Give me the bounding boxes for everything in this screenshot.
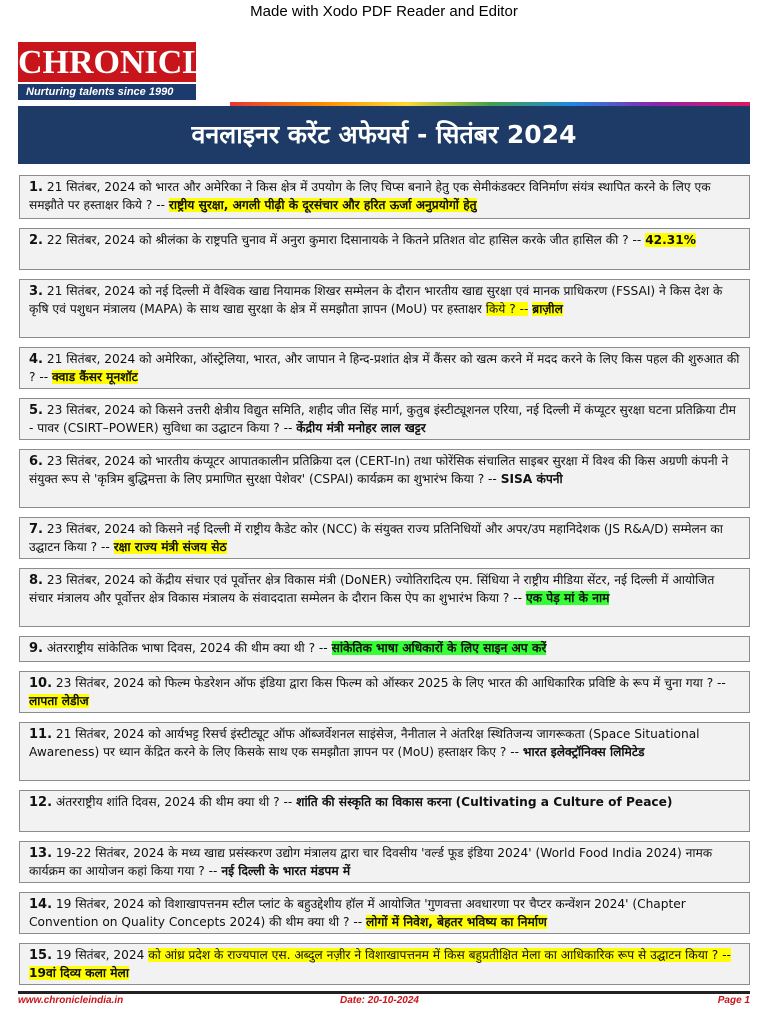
question-number: 6.	[29, 454, 43, 469]
question-item	[19, 636, 750, 662]
question-text: 22 सितंबर, 2024 को श्रीलंका के राष्ट्रपति चुनाव में अनुरा कुमारा दिसानायके ने कितने प्रतिशत वोट हासिल करके जीत हासिल की ? --	[46, 233, 642, 247]
question-item	[19, 228, 750, 270]
question-number: 1.	[29, 180, 43, 195]
question-item	[19, 517, 750, 559]
question-item	[19, 398, 750, 440]
question-text: अंतरराष्ट्रीय सांकेतिक भाषा दिवस, 2024 की थीम क्या थी ? --	[46, 641, 328, 655]
question-text: 21 सितंबर, 2024 को अमेरिका, ऑस्ट्रेलिया, भारत, और जापान ने हिन्द-प्रशांत क्षेत्र में कैंसर को खत्म करने में मदद करने के लिए किस पहल की शुरुआत की ? --	[29, 352, 740, 384]
answer-text: नई दिल्ली के भारत मंडपम में	[221, 863, 351, 878]
question-text: 23 सितंबर, 2024 को फिल्म फेडरेशन ऑफ इंडिया द्वारा किस फिल्म को ऑस्कर 2025 के लिए भारत की आधिकारिक प्रविष्टि के रूप में चुना गया ? --	[55, 676, 726, 690]
question-item	[19, 892, 750, 934]
page-title: वनलाइनर करेंट अफेयर्स - सितंबर 2024	[18, 106, 750, 164]
question-item	[19, 790, 750, 832]
answer-text: भारत इलेक्ट्रॉनिक्स लिमिटेड	[522, 744, 645, 759]
answer-highlight: ब्राज़ील	[532, 301, 563, 316]
question-number: 13.	[29, 846, 53, 861]
question-text: 21 सितंबर, 2024 को भारत और अमेरिका ने किस क्षेत्र में उपयोग के लिए चिप्स बनाने हेतु एक सेमीकंडक्टर विनिर्माण संयंत्र स्थापित करने के लिए एक समझौते पर हस्ताक्षर किये ? --	[29, 180, 711, 212]
answer-highlight: 19वां दिव्य कला मेला	[29, 965, 129, 980]
question-number: 2.	[29, 233, 43, 248]
answer-highlight: एक पेड़ मां के नाम	[525, 590, 610, 605]
footer-divider	[18, 991, 750, 994]
question-item	[19, 175, 750, 219]
page-footer	[18, 995, 750, 1009]
answer-prefix-highlight: को आंध्र प्रदेश के राज्यपाल एस. अब्दुल नज़ीर ने विशाखापत्तनम में किस बहुप्रतीक्षित मेला का आधिकारिक रूप से उद्घाटन किया ? --	[148, 948, 731, 962]
question-number: 9.	[29, 641, 43, 656]
question-text: 19-22 सितंबर, 2024 के मध्य खाद्य प्रसंस्करण उद्योग मंत्रालय द्वारा चार दिवसीय 'वर्ल्ड फूड इंडिया 2024' (World Food India 2024) नामक कार्यक्रम का आयोजन कहां किया गया ? --	[29, 846, 713, 878]
answer-text: SISA कंपनी	[500, 471, 563, 486]
answer-highlight: 42.31%	[645, 233, 696, 247]
question-number: 5.	[29, 403, 43, 418]
question-item	[19, 943, 750, 985]
question-text: 19 सितंबर, 2024	[55, 948, 145, 962]
question-list	[19, 175, 750, 994]
answer-highlight: सांकेतिक भाषा अधिकारों के लिए साइन अप करें	[331, 641, 547, 655]
question-number: 10.	[29, 676, 53, 691]
answer-text: शांति की संस्कृति का विकास करना (Cultivating a Culture of Peace)	[296, 795, 673, 809]
chronicle-logo	[18, 42, 228, 100]
xodo-watermark-banner: Made with Xodo PDF Reader and Editor	[250, 3, 518, 20]
logo-tagline: Nurturing talents since 1990	[18, 84, 196, 100]
question-item	[19, 279, 750, 338]
answer-highlight: रक्षा राज्य मंत्री संजय सेठ	[113, 539, 227, 554]
question-number: 11.	[29, 727, 53, 742]
answer-highlight: लोगों में निवेश, बेहतर भविष्य का निर्माण	[366, 914, 547, 929]
question-number: 12.	[29, 795, 53, 810]
question-text: 23 सितंबर, 2024 को भारतीय कंप्यूटर आपातकालीन प्रतिक्रिया दल (CERT-In) तथा फोरेंसिक संचालित साइबर सुरक्षा में विश्व की किस अग्रणी कंपनी ने संयुक्त रूप से 'कृत्रिम बुद्धिमत्ता के लिए प्रमाणित सुरक्षा पेशेवर' (CSPAI) कार्यक्रम का शुभारंभ किया ? --	[29, 454, 729, 486]
question-text: 21 सितंबर, 2024 को आर्यभट्ट रिसर्च इंस्टीट्यूट ऑफ ऑब्जर्वेशनल साइंसेज, नैनीताल ने अंतरिक्ष स्थितिजन्य जागरूकता (Space Situational Awareness) पर ध्यान केंद्रित करने के लिए किसके साथ एक समझौता ज्ञापन पर (MoU) हस्ताक्षर किए ? --	[29, 727, 700, 759]
question-text: 23 सितंबर, 2024 को किसने उत्तरी क्षेत्रीय विद्युत समिति, शहीद जीत सिंह मार्ग, कुतुब इंस्टीट्यूशनल एरिया, नई दिल्ली में कंप्यूटर सुरक्षा घटना प्रतिक्रिया टीम - पावर (CSIRT–POWER) सुविधा का उद्घाटन किया ? --	[29, 403, 736, 435]
question-text: 19 सितंबर, 2024 को विशाखापत्तनम स्टील प्लांट के बहुउद्देशीय हॉल में आयोजित 'गुणवत्ता अवधारणा पर चैप्टर कन्वेंशन 2024' (Chapter Convention on Quality Concepts 2024) की थीम क्या थी ? --	[29, 897, 686, 929]
question-number: 15.	[29, 948, 53, 963]
logo-name: CHRONICLE	[18, 44, 228, 81]
question-number: 4.	[29, 352, 43, 367]
answer-prefix-highlight: किये ? --	[485, 301, 529, 316]
answer-highlight: राष्ट्रीय सुरक्षा, अगली पीढ़ी के दूरसंचार और हरित ऊर्जा अनुप्रयोगों हेतु	[168, 197, 477, 212]
question-number: 7.	[29, 522, 43, 537]
question-item	[19, 449, 750, 508]
question-item	[19, 347, 750, 389]
question-text: 21 सितंबर, 2024 को नई दिल्ली में वैश्विक खाद्य नियामक शिखर सम्मेलन के दौरान भारतीय खाद्य सुरक्षा एवं मानक प्राधिकरण (FSSAI) ने किस देश के कृषि एवं पशुधन मंत्रालय (MAPA) के साथ खाद्य सुरक्षा के क्षेत्र में समझौता ज्ञापन (MoU) पर हस्ताक्षर	[29, 284, 723, 316]
answer-highlight: क्वाड कैंसर मूनशॉट	[52, 369, 138, 384]
question-item	[19, 722, 750, 781]
answer-highlight: लापता लेडीज	[29, 693, 89, 708]
footer-date: Date: 20-10-2024	[340, 995, 419, 1006]
question-item	[19, 841, 750, 883]
footer-page-number: Page 1	[717, 995, 750, 1006]
question-text: 23 सितंबर, 2024 को किसने नई दिल्ली में राष्ट्रीय कैडेट कोर (NCC) के संयुक्त राज्य प्रतिनिधियों और अपर/उप महानिदेशक (JS R&A/D) सम्मेलन का उद्घाटन किया ? --	[29, 522, 723, 554]
question-number: 8.	[29, 573, 43, 588]
question-number: 3.	[29, 284, 43, 299]
answer-text: केंद्रीय मंत्री मनोहर लाल खट्टर	[296, 420, 426, 435]
question-item	[19, 568, 750, 627]
footer-website: www.chronicleindia.in	[18, 995, 124, 1006]
question-text: 23 सितंबर, 2024 को केंद्रीय संचार एवं पूर्वोत्तर क्षेत्र विकास मंत्री (DoNER) ज्योतिरादित्य एम. सिंधिया ने राष्ट्रीय मीडिया सेंटर, नई दिल्ली में आयोजित संचार मंत्रालय और पूर्वोत्तर क्षेत्र विकास मंत्रालय के संवाददाता सम्मेलन के दौरान किस ऐप का शुभारंभ किया ? --	[29, 573, 715, 605]
question-text: अंतरराष्ट्रीय शांति दिवस, 2024 की थीम क्या थी ? --	[55, 795, 293, 809]
question-number: 14.	[29, 897, 53, 912]
question-item	[19, 671, 750, 713]
